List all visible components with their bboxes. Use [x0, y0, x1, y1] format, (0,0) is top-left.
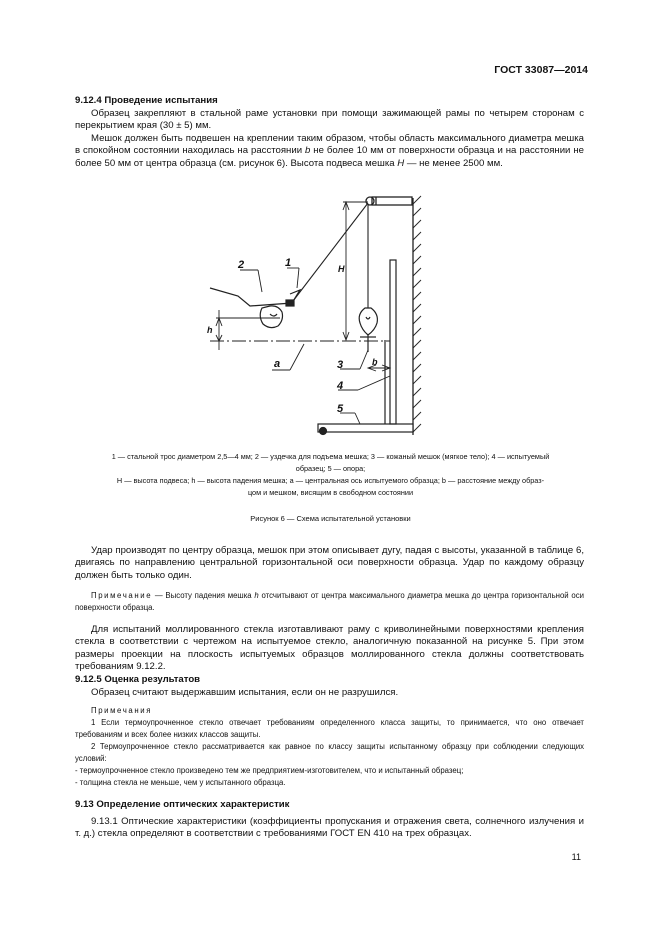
paragraph-result: Образец считают выдержавшим испытания, если он не разрушился.: [91, 687, 399, 698]
note-bullet-1: - термоупрочненное стекло произведено тем же предприятием-изготовителем, что и испытанный образец;: [75, 766, 464, 775]
figure-title: Рисунок 6 — Схема испытательной установки: [250, 514, 411, 523]
notes-label: Примечания: [91, 706, 153, 715]
hanging-bag: [359, 308, 377, 352]
label-1: 1: [285, 257, 292, 269]
test-setup-diagram: [200, 190, 440, 440]
figure-legend-line-2: образец; 5 — опора;: [295, 464, 366, 473]
label-b: b: [372, 357, 378, 367]
label-2: 2: [238, 259, 245, 271]
section-heading-9-13: 9.13 Определение оптических характеристик: [75, 799, 290, 810]
note-1: 1 Если термоупрочненное стекло отвечает требованиям определенного класса защиты, то принимается, что оно отвечает требованиям и всех более низких классов защиты.: [75, 718, 584, 739]
specimen-glass: [385, 260, 396, 424]
note-drop-height: Примечание — Высоту падения мешка h отсчитывают от центра максимального диаметра мешка до центра горизонтальной оси поверхности образца.: [75, 591, 584, 612]
support-base: [318, 424, 413, 435]
label-a: a: [274, 358, 281, 370]
figure-legend-line-1: 1 — стальной трос диаметром 2,5—4 мм; 2 — уздечка для подъема мешка; 3 — кожаный мешок (мягкое тело); 4 — испытуемый: [111, 452, 550, 461]
paragraph-bag-suspension: Мешок должен быть подвешен на креплении таким образом, чтобы область максимального диаметра мешка в спокойном состоянии находилась на расстоянии b не более 10 мм от поверхности образца и на расстоянии не более 50 мм от центра образца (см. рисунок 6). Высота подвеса мешка H — не менее 2500 мм.: [75, 133, 584, 169]
document-header: ГОСТ 33087—2014: [494, 64, 588, 76]
dimension-H: [343, 202, 368, 340]
page-number: 11: [571, 852, 581, 862]
label-3: 3: [337, 359, 344, 371]
paragraph-curved-glass: Для испытаний моллированного стекла изготавливают раму с криволинейными поверхностями крепления стекла в соответствии с чертежом на испытуемое стекло, аналогичную показанной на рисунке 5. При этом размеры проекции на плоскость испытуемых образцов моллированного стекла должны соответствовать требованиям 9.12.2.: [75, 624, 584, 673]
raised-bag-and-bridle: [210, 288, 300, 328]
note-2: 2 Термоупрочненное стекло рассматривается как равное по классу защиты испытанному образцу при соблюдении следующих условий:: [75, 742, 584, 763]
label-h: h: [207, 325, 213, 335]
dimension-h: [216, 310, 280, 350]
label-5: 5: [337, 403, 344, 415]
paragraph-impact: Удар производят по центру образца, мешок при этом описывает дугу, падая с высоты, указанной в таблице 6, двигаясь по направлению центральной горизонтальной оси поверхности образца. Удар по каждому образцу должен быть только один.: [75, 545, 584, 581]
paragraph-clamping: Образец закрепляют в стальной раме установки при помощи зажимающей рамы по четырем сторонам с перекрытием края (30 ± 5) мм.: [75, 108, 584, 132]
wall-hatching: [413, 196, 421, 435]
section-heading-9-12-4: 9.12.4 Проведение испытания: [75, 95, 218, 106]
paragraph-optical: 9.13.1 Оптические характеристики (коэффициенты пропускания и отражения света, солнечного излучения и т. д.) стекла определяют в соответствии с требованиями ГОСТ EN 410 на трех образцах.: [75, 816, 584, 840]
figure-legend-line-4: цом и мешком, висящим в свободном состоянии: [247, 488, 414, 497]
label-H: H: [338, 264, 345, 274]
note-bullet-2: - толщина стекла не меньше, чем у испытанного образца.: [75, 778, 286, 787]
section-heading-9-12-5: 9.12.5 Оценка результатов: [75, 674, 201, 685]
diagonal-cable: [290, 203, 368, 305]
figure-legend-line-3: H — высота подвеса; h — высота падения мешка; a — центральная ось испытуемого образца; b — расстояние между образ-: [116, 476, 545, 485]
label-4: 4: [337, 380, 344, 392]
top-bracket: [366, 197, 412, 205]
